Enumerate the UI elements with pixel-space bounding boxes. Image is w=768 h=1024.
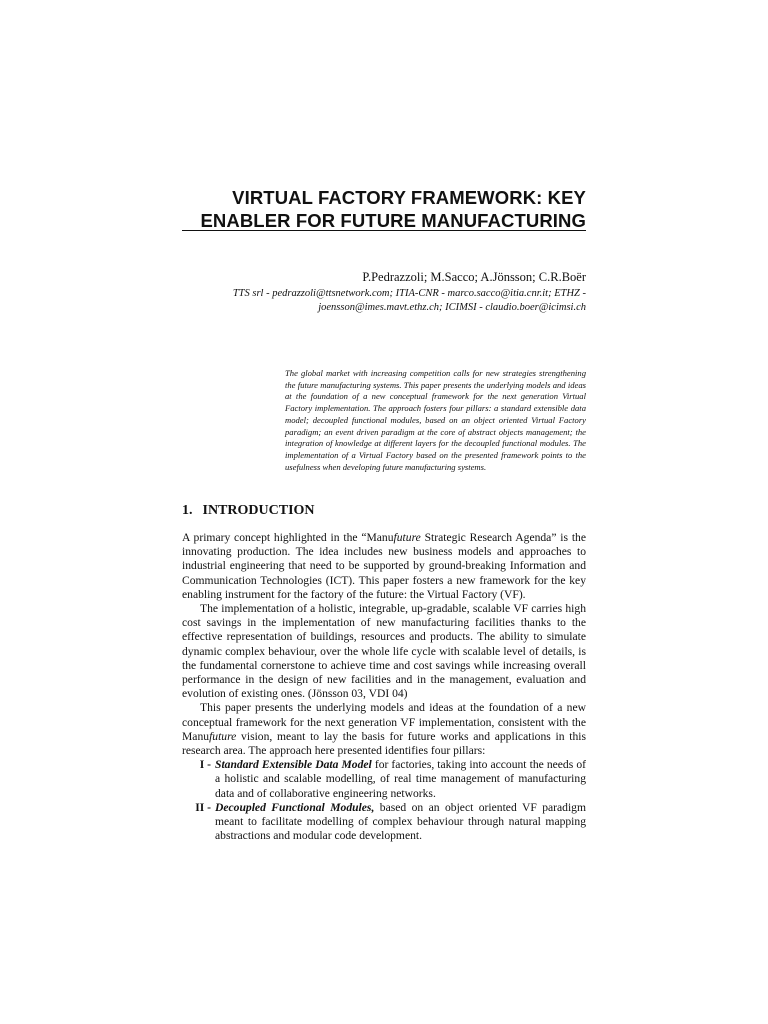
- title-line-2: ENABLER FOR FUTURE MANUFACTURING: [200, 210, 586, 231]
- title-rule: [182, 230, 586, 231]
- paragraph-3-text-b: vision, meant to lay the basis for future works and applications in this research area. The approach here presented identifies four pillars:: [182, 729, 586, 758]
- paragraph-3: [182, 701, 586, 758]
- section-heading: [182, 502, 315, 519]
- paragraph-2: The implementation of a holistic, integrable, up-gradable, scalable VF carries high cost savings in the implementation of new manufacturing facilities thanks to the effective representation of buildings, resources and products. The ability to simulate dynamic complex behaviour, over the whole life cycle with scalable level of details, is the fundamental cornerstone to achieve time and cost savings while increasing overall performance in the design of new facilities and in the management, evaluation and evolution of existing ones. (Jönsson 03, VDI 04): [182, 602, 586, 701]
- pillar-description: for factories, taking into account the needs of a holistic and scalable modelling, of real time management of manufacturing data and of collaborative engineering networks.: [215, 758, 586, 800]
- affiliations: [166, 287, 586, 314]
- paragraph-1-text-b: Strategic Research Agenda” is the innovating production. The idea includes new business models and approaches to industrial engineering that need to be supported by ground-breaking Information and Communication Technologies (ICT). This paper fosters a new framework for the key enabling instrument for the factory of the future: the Virtual Factory (VF).: [182, 531, 586, 601]
- pillar-term: Standard Extensible Data Model: [215, 758, 372, 772]
- affiliation-line-1: TTS srl - pedrazzoli@ttsnetwork.com; ITIA-CNR - marco.sacco@itia.cnr.it; ETHZ -: [232, 288, 586, 299]
- title-line-1: VIRTUAL FACTORY FRAMEWORK: KEY: [232, 187, 586, 208]
- pillar-term: Decoupled Functional Modules,: [215, 800, 375, 814]
- paragraph-3-text-a: This paper presents the underlying models and ideas at the foundation of a new conceptual framework for the next generation VF implementation, consistent with the Manu: [182, 701, 586, 743]
- pillar-marker: II -: [195, 800, 211, 814]
- body-text: [182, 531, 586, 843]
- pillar-description: based on an object oriented VF paradigm meant to facilitate modelling of complex behaviour through natural mapping abstractions and modular code development.: [215, 800, 586, 843]
- pillar-marker: I -: [199, 758, 211, 772]
- paragraph-1-text-a: A primary concept highlighted in the “Manu: [182, 531, 394, 544]
- paper-title: [182, 186, 586, 232]
- paragraph-1: [182, 531, 586, 602]
- pillar-item: [182, 801, 586, 844]
- section-title: INTRODUCTION: [202, 503, 315, 518]
- abstract: The global market with increasing competition calls for new strategies strengthening the future manufacturing systems. This paper presents the underlying models and ideas at the foundation of a new conceptual framework for the next generation Virtual Factory implementation. The approach fosters four pillars: a standard extensible data model; decoupled functional modules, based on an object oriented Virtual Factory paradigm; an event driven paradigm at the core of abstract objects management; the integration of knowledge at different layers for the decoupled functional modules. The implementation of a Virtual Factory based on the presented framework points to the usefulness when developing future manufacturing systems.: [285, 368, 586, 472]
- pillar-item: [182, 758, 586, 801]
- pillar-list: [182, 758, 586, 843]
- section-number: 1.: [182, 503, 193, 518]
- author-list: P.Pedrazzoli; M.Sacco; A.Jönsson; C.R.Boër: [362, 270, 586, 284]
- paragraph-3-emphasis: future: [209, 729, 237, 743]
- paragraph-1-emphasis: future: [393, 531, 421, 544]
- affiliation-line-2: joensson@imes.mavt.ethz.ch; ICIMSI - claudio.boer@icimsi.ch: [318, 301, 586, 313]
